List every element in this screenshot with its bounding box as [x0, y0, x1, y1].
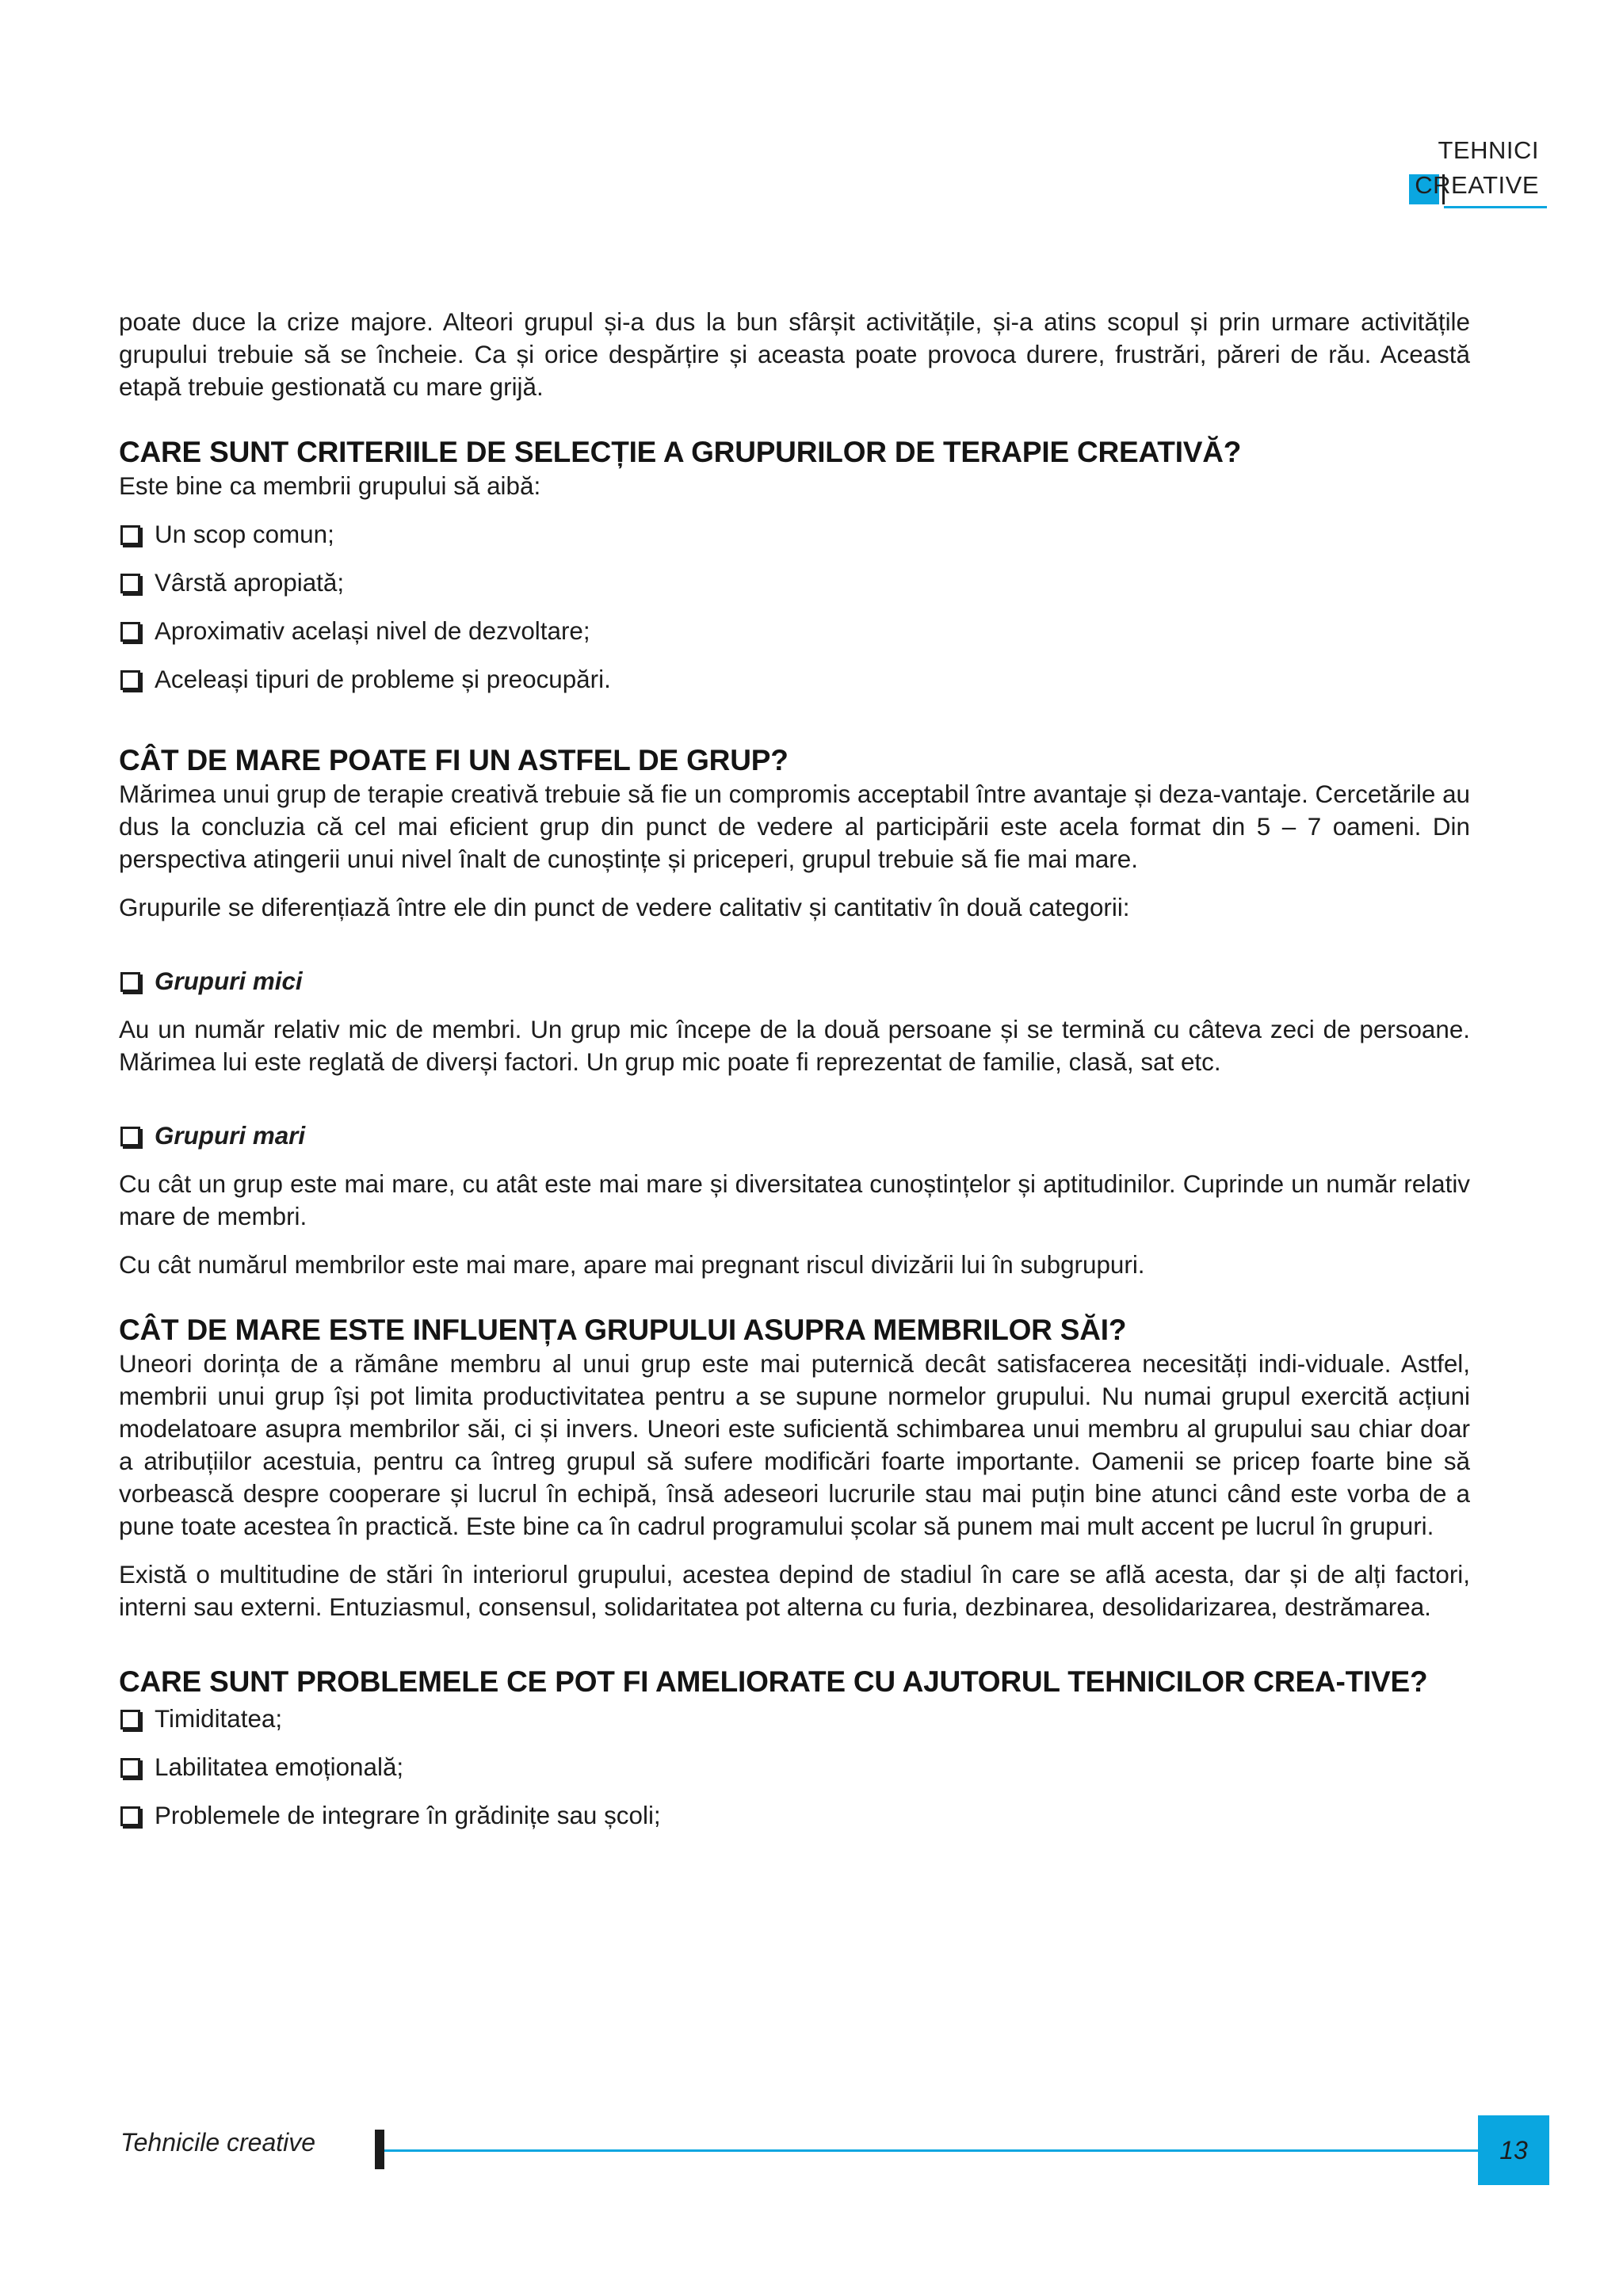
checklist-item: Timiditatea;: [119, 1703, 1470, 1735]
footer-marker: [375, 2130, 384, 2169]
section4-checklist: [119, 1703, 1470, 1832]
checklist-item: Labilitatea emoțională;: [119, 1751, 1470, 1783]
section1-lead: Este bine ca membrii grupului să aibă:: [119, 472, 541, 500]
checkbox-icon: [120, 670, 140, 690]
section3-paragraph-2: Există o multitudine de stări în interiorul grupului, acestea depind de stadiul în care se află acesta, dar și de alți factori, interni sau externi. Entuziasmul, consensul, solidaritatea pot alterna cu furia, dezbinarea, desolidarizarea, destrămarea.: [119, 1561, 1470, 1621]
checkbox-icon: [120, 1758, 140, 1778]
section3-paragraph-1: Uneori dorința de a rămâne membru al unui grup este mai puternică decât satisfacerea necesități indi-viduale. Astfel, membrii unui grup își pot limita productivitatea pentru a se supune normelor grupului. Nu numai grupul exercită acțiuni modelatoare asupra membrilor săi, ci și invers. Uneori este suficientă schimbarea unui membru al grupului sau chiar doar a atribuțiilor acestuia, pentru ca întreg grupul să sufere modificări foarte importante. Oamenii se pricep foarte bine să vorbească despre cooperare și lucrul în echipă, însă adeseori lucrurile stau mai puțin bine atunci când este vorba de a pune toate acestea în practică. Este bine ca în cadrul programului școlar să punem mai mult accent pe lucrul în grupuri.: [119, 1350, 1470, 1540]
checklist-item: Vârstă apropiată;: [119, 566, 1470, 599]
checklist-item: Problemele de integrare în grădinițe sau școli;: [119, 1799, 1470, 1832]
small-groups-paragraph: Au un număr relativ mic de membri. Un grup mic începe de la două persoane și se termină cu câteva zeci de persoane. Mărimea lui este reglată de diverși factori. Un grup mic poate fi reprezentat de familie, clasă, sat etc.: [119, 1016, 1470, 1076]
section3-heading: CÂT DE MARE ESTE INFLUENȚA GRUPULUI ASUPRA MEMBRILOR SĂI?: [119, 1314, 1127, 1346]
checkbox-icon: [120, 972, 140, 992]
section4-heading: CARE SUNT PROBLEMELE CE POT FI AMELIORATE CU AJUTORUL TEHNICILOR CREA-TIVE?: [119, 1665, 1428, 1698]
page-footer: [119, 2107, 1549, 2187]
footer-rule: [384, 2149, 1478, 2152]
checkbox-icon: [120, 622, 140, 642]
checklist-item: Un scop comun;: [119, 518, 1470, 551]
section1-checklist: [119, 518, 1470, 696]
large-groups-paragraph-2: Cu cât numărul membrilor este mai mare, apare mai pregnant riscul divizării lui în subgrupuri.: [119, 1251, 1145, 1279]
checkbox-icon: [120, 1127, 140, 1146]
checkbox-icon: [120, 1806, 140, 1826]
subheading-large-groups: Grupuri mari: [119, 1119, 1470, 1152]
checkbox-icon: [120, 525, 140, 545]
checkbox-icon: [120, 574, 140, 593]
header-title-line2: CREATIVE: [1415, 171, 1539, 199]
header-title-line1: TEHNICI: [1438, 136, 1539, 164]
page-number: 13: [1478, 2115, 1549, 2185]
checklist-item: Aproximativ același nivel de dezvoltare;: [119, 615, 1470, 647]
header-rule: [1444, 206, 1547, 208]
section2-paragraph-1: Mărimea unui grup de terapie creativă trebuie să fie un compromis acceptabil între avantaje și deza-vantaje. Cercetările au dus la concluzia că cel mai eficient grup din punct de vedere al participării este acela format din 5 – 7 oameni. Din perspectiva atingerii unui nivel înalt de cunoștințe și priceperi, grupul trebuie să fie mai mare.: [119, 780, 1470, 873]
page-content: [119, 306, 1470, 1832]
section1-heading: CARE SUNT CRITERIILE DE SELECȚIE A GRUPURILOR DE TERAPIE CREATIVĂ?: [119, 436, 1242, 468]
checkbox-icon: [120, 1710, 140, 1730]
footer-book-title: Tehnicile creative: [120, 2128, 316, 2157]
intro-paragraph: poate duce la crize majore. Alteori grupul și-a dus la bun sfârșit activitățile, și-a atins scopul și prin urmare activitățile grupului trebuie să se încheie. Ca și orice despărțire și aceasta poate provoca durere, frustrări, păreri de rău. Această etapă trebuie gestionată cu mare grijă.: [119, 308, 1470, 401]
section2-paragraph-2: Grupurile se diferențiază între ele din punct de vedere calitativ și cantitativ în două categorii:: [119, 894, 1130, 921]
large-groups-paragraph-1: Cu cât un grup este mai mare, cu atât este mai mare și diversitatea cunoștințelor și aptitudinilor. Cuprinde un număr relativ mare de membri.: [119, 1170, 1470, 1230]
running-header: [1357, 135, 1547, 214]
subheading-small-groups: Grupuri mici: [119, 965, 1470, 997]
section2-heading: CÂT DE MARE POATE FI UN ASTFEL DE GRUP?: [119, 744, 789, 776]
checklist-item: Aceleași tipuri de probleme și preocupări.: [119, 663, 1470, 696]
